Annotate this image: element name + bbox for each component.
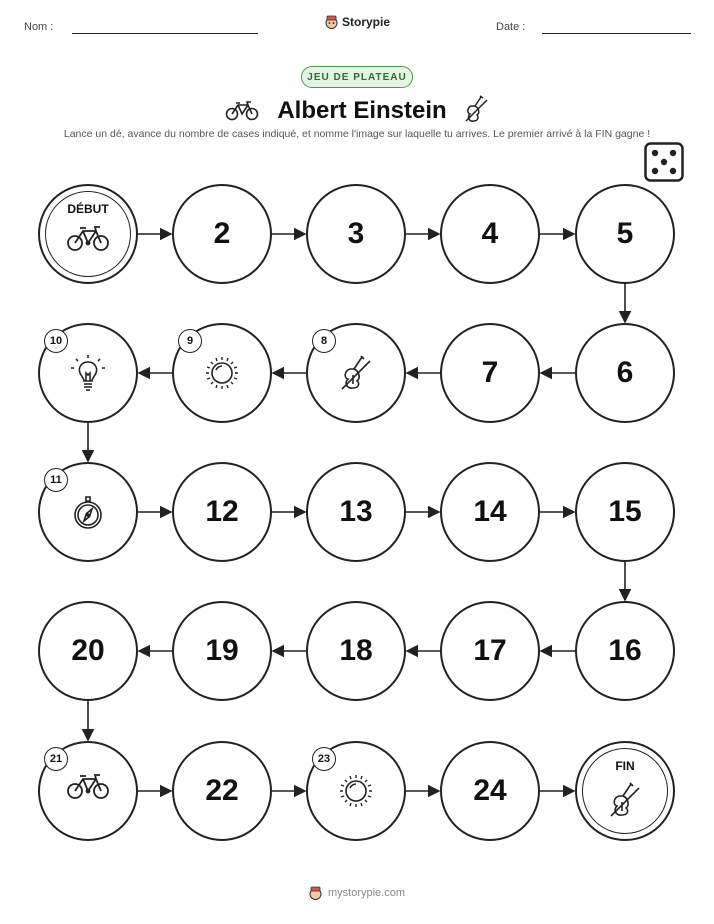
sun-icon <box>200 353 244 393</box>
storypie-mascot-icon <box>309 886 322 900</box>
board-space-23 <box>306 741 406 841</box>
space-number: 24 <box>473 774 507 807</box>
board-space-15 <box>575 462 675 562</box>
bicycle-icon <box>66 771 110 811</box>
space-label: DÉBUT <box>67 202 109 216</box>
space-number-chip: 8 <box>312 329 336 353</box>
board-space-20 <box>38 601 138 701</box>
date-label: Date : <box>496 21 526 33</box>
space-number-chip: 10 <box>44 329 68 353</box>
compass-icon <box>66 492 110 532</box>
space-number: 12 <box>205 495 239 528</box>
board-space-13 <box>306 462 406 562</box>
space-number: 2 <box>213 217 231 250</box>
board-space-12 <box>172 462 272 562</box>
violin-icon <box>603 780 647 820</box>
space-number: 6 <box>616 356 634 389</box>
board-space-22 <box>172 741 272 841</box>
board-space-9 <box>172 323 272 423</box>
board-space-7 <box>440 323 540 423</box>
board-space-4 <box>440 184 540 284</box>
finish-space <box>575 741 675 841</box>
board-space-18 <box>306 601 406 701</box>
board-space-19 <box>172 601 272 701</box>
space-number: 3 <box>347 217 365 250</box>
space-label: FIN <box>615 759 635 773</box>
instructions: Lance un dé, avance du nombre de cases indiqué, et nomme l'image sur laquelle tu arrives. Le premier arrivé à la FIN gagne ! <box>63 128 651 140</box>
board-space-5 <box>575 184 675 284</box>
space-number: 20 <box>71 634 105 667</box>
space-number: 7 <box>481 356 499 389</box>
space-number: 17 <box>473 634 507 667</box>
bicycle-icon <box>66 223 110 263</box>
board-space-17 <box>440 601 540 701</box>
name-label: Nom : <box>24 21 54 33</box>
start-space <box>38 184 138 284</box>
board-space-14 <box>440 462 540 562</box>
board-space-2 <box>172 184 272 284</box>
game-type-badge: JEU DE PLATEAU <box>301 66 413 88</box>
brand-name: Storypie <box>342 15 391 29</box>
space-number-chip: 23 <box>312 747 336 771</box>
space-number: 19 <box>205 634 239 667</box>
title-text: Albert Einstein <box>277 97 447 124</box>
space-number: 13 <box>339 495 373 528</box>
footer <box>0 886 714 900</box>
board-space-16 <box>575 601 675 701</box>
space-number: 14 <box>473 495 507 528</box>
space-number: 15 <box>608 495 642 528</box>
space-number: 22 <box>205 774 239 807</box>
space-number-chip: 9 <box>178 329 202 353</box>
board-space-8 <box>306 323 406 423</box>
space-number: 18 <box>339 634 373 667</box>
board-space-3 <box>306 184 406 284</box>
space-number-chip: 21 <box>44 747 68 771</box>
violin-icon <box>334 353 378 393</box>
space-number: 4 <box>481 217 499 250</box>
sun-icon <box>334 771 378 811</box>
board-space-11 <box>38 462 138 562</box>
board-space-6 <box>575 323 675 423</box>
space-number: 5 <box>616 217 634 250</box>
board-space-10 <box>38 323 138 423</box>
board-space-21 <box>38 741 138 841</box>
board-space-24 <box>440 741 540 841</box>
footer-url: mystorypie.com <box>327 887 406 899</box>
lightbulb-icon <box>66 353 110 393</box>
space-number-chip: 11 <box>44 468 68 492</box>
space-number: 16 <box>608 634 642 667</box>
